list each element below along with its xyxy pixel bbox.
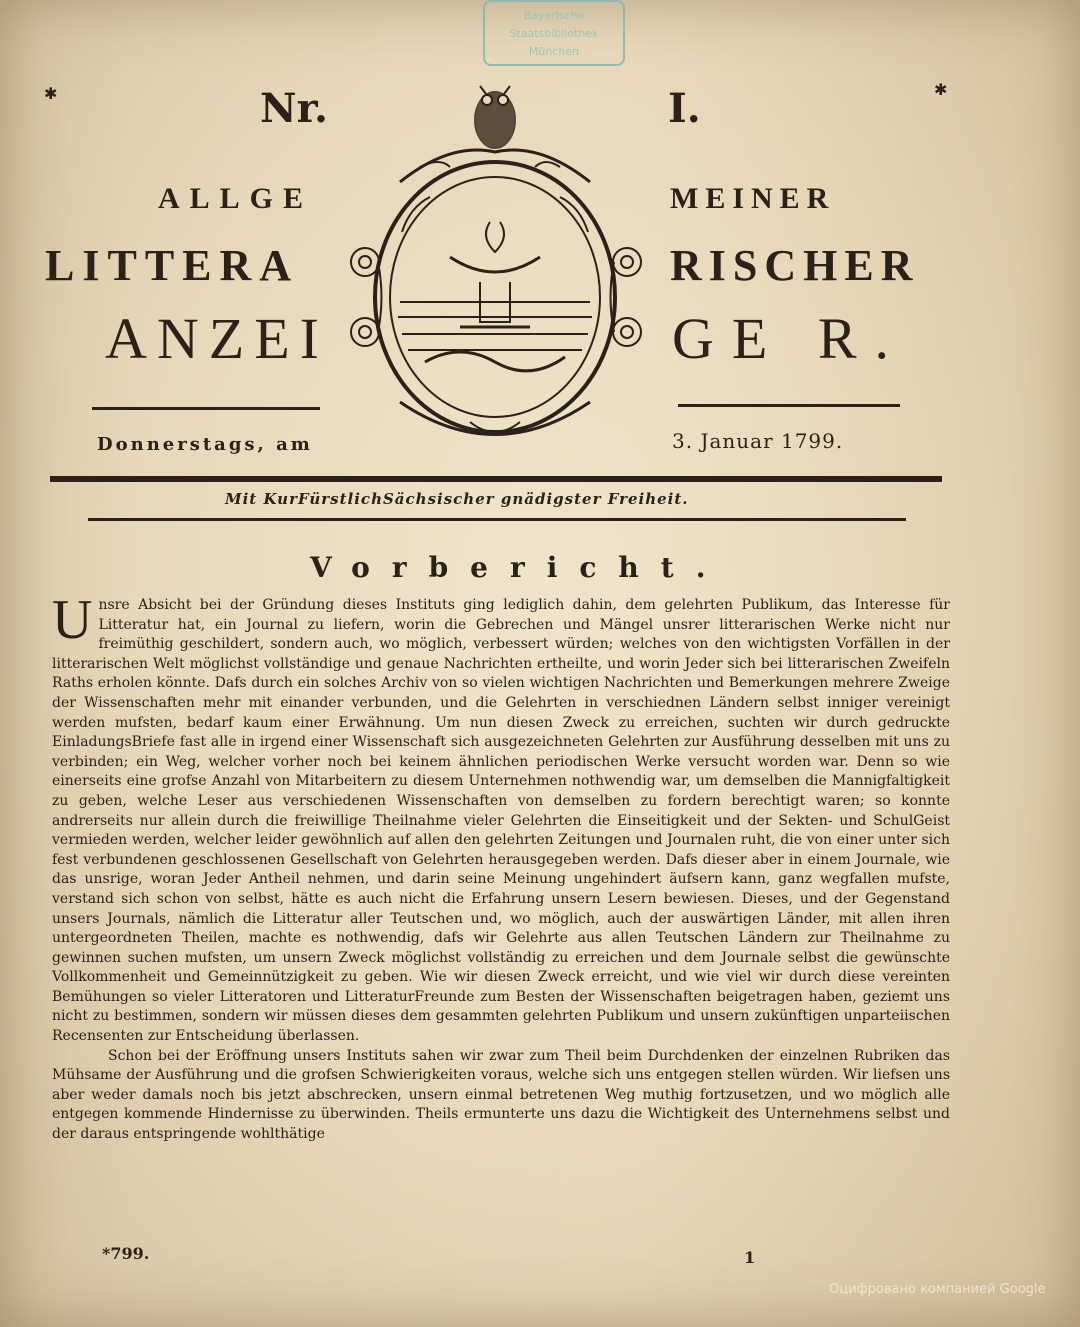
article-body [52,589,950,1145]
stamp-line-3: München [528,45,580,58]
paragraph: Schon bei der Eröffnung unsers Instituts sahen wir zwar zum Theil beim Durchdenken der einzelnen Rubriken das Mühsame der Ausführung und die grofsen Schwierigkeiten voraus, welche sich uns entgegen stellen würden. Wir liefsen uns aber weder damals noch bis jetzt abschrecken, unsern einmal betretenen Weg muthig fortzusetzen, und wo möglich alle entgegen kommende Hindernisse zu überwinden. Theils ermunterte uns dazu die Wichtigkeit des Unternehmens selbst und der daraus entspringende wohlthätige [52,1047,950,1143]
rule-right [678,404,900,407]
title-left-2: LITTERA [45,241,300,290]
issue-day: Donnerstags, am [97,434,313,455]
title-left-3: ANZEI [105,306,329,371]
footer-signature: 1 [744,1248,756,1267]
corner-mark-icon: ✱ [44,84,58,103]
library-stamp [483,0,625,66]
issue-label: Nr. [260,85,328,132]
paragraph-text: nsre Absicht bei der Gründung dieses Instituts ging lediglich dahin, dem gelehrten Publikum, das Interesse für Litteratur hat, ein Journal zu liefern, worin die Gebrechen und Mängel unsrer litterarischen Werke nicht nur freimüthig geschildert, sondern auch, wo möglich, verbessert würden; welches von den wichtigsten Vorfällen in der litterarischen Welt möglichst vollständige und genaue Nachrichten ertheilte, und worin Jeder sich bei litterarischen Zweifeln Raths erholen könnte. Dafs durch ein solches Archiv von so vielen wichtigen Nachrichten und Bemerkungen mehrere Zweige der Wissenschaften mehr mit einander verbunden, und die Gelehrten in verschiednen Ländern selbst inniger vereinigt werden mufsten, bedarf kaum einer Erwähnung. Um nun diesen Zweck zu erreichen, suchten wir durch gedruckte EinladungsBriefe fast alle in irgend einer Wissenschaft sich ausgezeichneten Gelehrten zur Ausführung desselben mit uns zu verbinden; ein Weg, welcher vorher noch bei keinem ähnlichen periodischen Werke versucht worden war. Denn so wie einerseits eine grofse Anzahl von Mitarbeitern zu diesem Unternehmen nothwendig war, um demselben die Mannigfaltigkeit zu geben, welche Leser aus verschiedenen Wissenschaften von demselben zu fordern berechtigt waren; so konnte andrerseits nur allein durch die freiwillige Theilnahme vieler Gelehrten die Einseitigkeit und der Sekten- und SchulGeist vermieden werden, welcher leider gewöhnlich auf allen den gelehrten Zeitungen und Journalen ruht, die von einer unter sich fest verbundenen geschlossenen Gesellschaft von Gelehrten herausgegeben werden. Dafs dieser aber in einem Journale, wie das unsrige, woran Jeder Antheil nehmen, und darin seine Meinung ungehindert äufsern kann, ganz wegfallen mufste, verstand sich schon von selbst, hätte es auch nicht die Erfahrung unsern Lesern bewiesen. Dieses, und der Gegenstand unsers Journals, nämlich die Litteratur aller Teutschen und, wo möglich, auch der auswärtigen Länder, mit allen ihren untergeordneten Theilen, machte es nothwendig, dafs wir Gelehrte aus allen Teutschen Ländern zur Theilnahme zu gewinnen suchen mufsten, um unsern Zweck möglichst vollständig zu erreichen und dem Journale selbst die gewünschte Vollkommenheit und Gemeinnützigkeit zu geben. Wie wir diesen Zweck erreicht, und wie viel wir durch diese vereinten Bemühungen so vieler Litteratoren und LitteraturFreunde zum Besten der Wissenschaften beigetragen haben, geziemt uns nicht zu bestimmen, sondern wir müssen dieses dem gesammten gelehrten Publikum und unsern zukünftigen unparteiischen Recensenten zur Entscheidung überlassen. [52,597,950,1045]
issue-date: 3. Januar 1799. [672,429,844,453]
title-right-1: MEINER [670,182,836,215]
privilege-line: Mit KurFürstlichSächsischer gnädigster Freiheit. [225,490,689,508]
corner-mark-icon: ✱ [934,80,948,99]
rule-left [92,407,320,410]
thick-rule [50,476,942,482]
owl-emblem-icon [330,72,650,447]
title-left-1: ALLGE [158,182,314,215]
paragraph [52,589,950,1047]
article-heading: Vorbericht. [310,551,728,584]
drop-cap: U [52,589,93,651]
thin-rule [88,518,906,521]
title-right-2: RISCHER [670,241,920,290]
issue-number: I. [668,85,701,132]
title-right-3: GE R. [672,306,907,371]
stamp-line-2: Staatsbibliothek [509,27,599,40]
footer-year-mark: *799. [102,1244,150,1263]
stamp-line-1: Bayerische [523,9,585,22]
digitization-watermark: Оцифровано компанией Google [829,1282,1046,1297]
